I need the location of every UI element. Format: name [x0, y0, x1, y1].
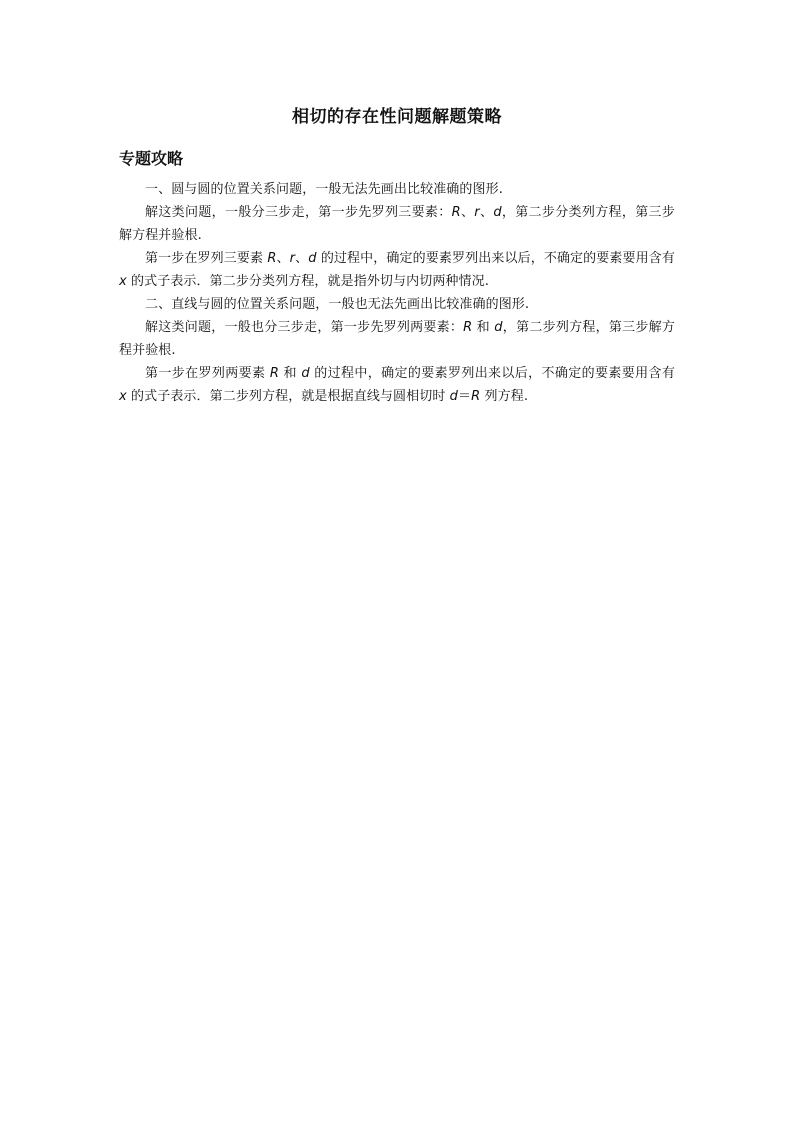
math-variable-R: R — [451, 205, 461, 220]
paragraph-text: 第一步在罗列两要素 — [145, 366, 270, 381]
paragraph-text: 二、直线与圆的位置关系问题，一般也无法先画出比较准确的图形. — [145, 297, 530, 312]
paragraph-text: 解这类问题，一般分三步走，第一步先罗列三要素： — [145, 205, 452, 220]
math-variable-r: r — [289, 251, 296, 266]
math-variable-d: d — [449, 389, 459, 404]
math-equals-sign: ＝ — [458, 389, 472, 404]
paragraph-text: 的式子表示．第二步分类列方程，就是指外切与内切两种情况. — [126, 274, 489, 289]
paragraph-text: 一、圆与圆的位置关系问题，一般无法先画出比较准确的图形. — [145, 182, 503, 197]
math-variable-d: d — [308, 251, 317, 266]
math-variable-R: R — [267, 251, 277, 266]
paragraph-text: 、 — [479, 205, 494, 220]
math-variable-x: x — [119, 274, 127, 289]
math-variable-R: R — [471, 389, 481, 404]
paragraph-text: ，第二步列方程，第三步解方程并验根. — [119, 320, 675, 358]
paragraph-line-circle-intro — [119, 293, 675, 316]
paragraph-line-circle-detail — [119, 362, 675, 408]
paragraph-text: 的过程中，确定的要素罗列出来以后，不确定的要素要用含有 — [316, 251, 675, 266]
paragraph-text: 的过程中，确定的要素罗列出来以后，不确定的要素要用含有 — [309, 366, 675, 381]
math-variable-d: d — [493, 205, 502, 220]
paragraph-text: 、 — [295, 251, 309, 266]
math-variable-r: r — [474, 205, 480, 220]
paragraph-text: ，第二步分类列方程，第三步解方程并验根. — [119, 205, 675, 243]
paragraph-circle-circle-detail — [119, 247, 675, 293]
paragraph-text: 和 — [472, 320, 495, 335]
document-page — [119, 100, 675, 408]
paragraph-text: 解这类问题，一般也分三步走，第一步先罗列两要素： — [145, 320, 464, 335]
paragraph-text: 第一步在罗列三要素 — [145, 251, 268, 266]
paragraph-line-circle-steps — [119, 316, 675, 362]
page-title: 相切的存在性问题解题策略 — [292, 107, 502, 127]
paragraph-text: 列方程. — [480, 389, 529, 404]
math-variable-d: d — [301, 366, 310, 381]
math-variable-x: x — [119, 389, 127, 404]
math-variable-R: R — [463, 320, 473, 335]
paragraph-circle-circle-steps — [119, 201, 675, 247]
paragraph-text: 、 — [460, 205, 475, 220]
math-variable-R: R — [269, 366, 279, 381]
paragraph-circle-circle-intro — [119, 178, 675, 201]
math-variable-d: d — [494, 320, 503, 335]
paragraph-text: 和 — [278, 366, 302, 381]
section-heading: 专题攻略 — [119, 149, 184, 168]
paragraph-text: 、 — [276, 251, 290, 266]
paragraph-text: 的式子表示．第二步列方程，就是根据直线与圆相切时 — [126, 389, 450, 404]
